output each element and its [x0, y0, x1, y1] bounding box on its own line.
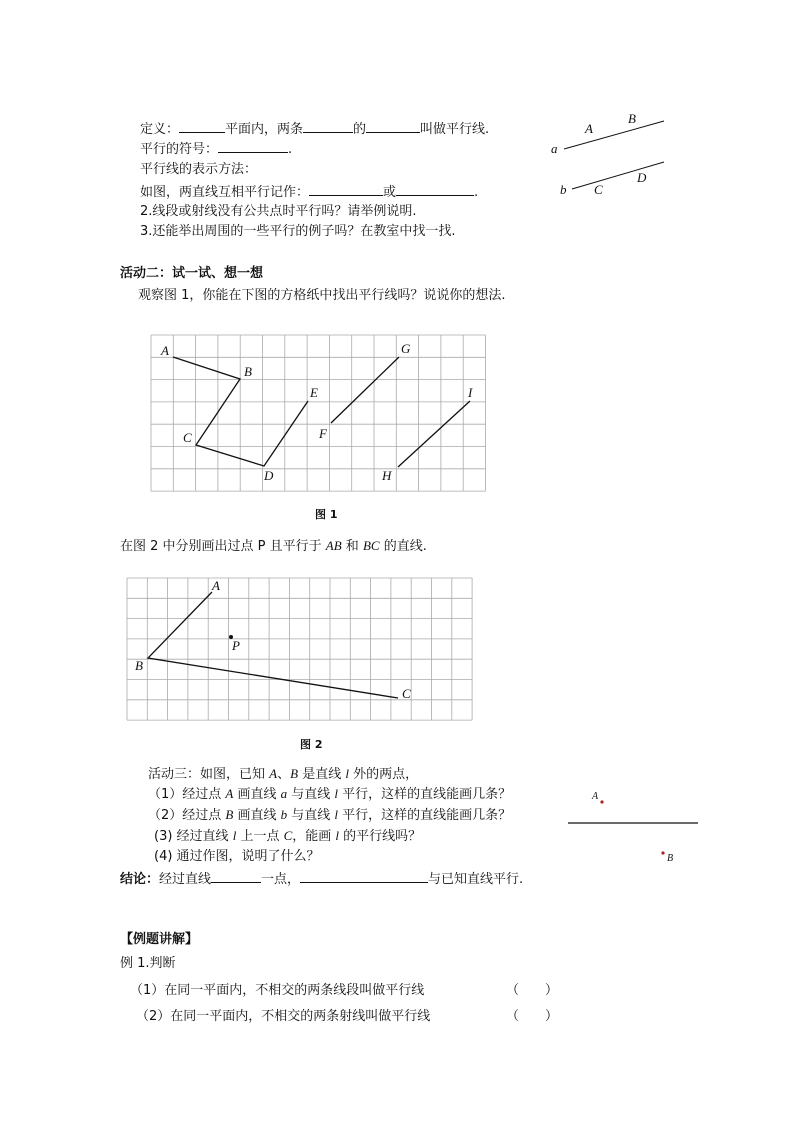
- question-3: 3.还能举出周围的一些平行的例子吗？在教室中找一找.: [140, 224, 456, 239]
- a3-intro-A: A: [269, 766, 278, 781]
- activity3-intro: [148, 766, 418, 783]
- figure-2: [120, 570, 500, 755]
- fig1-caption: 图 1: [315, 508, 338, 521]
- fig1-label-G: G: [401, 341, 411, 356]
- notation-end: .: [474, 185, 479, 200]
- fig1-label-C: C: [183, 430, 192, 445]
- activity3-q3: [154, 828, 421, 845]
- activity3-q1: [148, 786, 511, 803]
- definition-prefix: 定义：: [140, 122, 180, 137]
- definition-blank-2[interactable]: [303, 120, 353, 133]
- segment-FG: [331, 357, 399, 423]
- notation-blank-1[interactable]: [309, 183, 383, 196]
- a3-label-A: A: [592, 791, 599, 802]
- symbol-blank[interactable]: [218, 140, 288, 153]
- notation-line: [140, 183, 478, 201]
- label-b: b: [560, 182, 567, 197]
- conclusion-text-2: 一点，: [261, 872, 301, 887]
- symbol-label: 平行的符号：: [140, 142, 219, 157]
- fig1-label-E: E: [310, 385, 318, 400]
- conclusion-text-1: 经过直线: [159, 872, 212, 887]
- q3-f: l: [335, 828, 340, 843]
- grid-2: [127, 578, 472, 720]
- a3-intro-B: B: [290, 766, 299, 781]
- fig2-intro-mid: 和: [341, 539, 363, 554]
- symbol-line: [140, 140, 292, 158]
- fig1-label-F: F: [319, 426, 327, 441]
- example-item-1: [130, 983, 424, 999]
- conclusion-prefix: 结论：: [120, 872, 160, 887]
- q2-d: b: [280, 807, 288, 822]
- line-b: [572, 162, 664, 189]
- fig2-caption: 图 2: [300, 738, 323, 751]
- fig1-label-A: A: [161, 343, 169, 358]
- example-item-2: [136, 1009, 430, 1025]
- definition-text-3: 叫做平行线.: [420, 122, 490, 137]
- fig2-intro-end: 的直线.: [379, 539, 427, 554]
- q3-b: l: [232, 828, 237, 843]
- example-item-1-text: （1）在同一平面内，不相交的两条线段叫做平行线: [130, 983, 425, 998]
- question-2: 2.线段或射线没有公共点时平行吗？请举例说明.: [140, 204, 417, 219]
- activity3-figure: [560, 785, 705, 870]
- q3-d: C: [283, 828, 293, 843]
- point-B: [661, 851, 664, 854]
- figure-1: [140, 330, 500, 530]
- q3-a: (3) 经过直线: [154, 829, 233, 844]
- q1-b: A: [225, 786, 234, 801]
- definition-text-2: 的: [353, 122, 367, 137]
- q2-a: （2）经过点: [148, 808, 226, 823]
- label-C: C: [594, 182, 603, 197]
- grid-1: [151, 335, 486, 491]
- q3-g: 的平行线吗？: [339, 829, 422, 844]
- q3-c: 上一点: [236, 829, 284, 844]
- fig2-label-A: A: [212, 578, 220, 593]
- notation-prefix: 如图，两直线互相平行记作：: [140, 185, 310, 200]
- q2-b: B: [225, 807, 234, 822]
- activity2-title: 活动二：试一试、想一想: [120, 266, 264, 281]
- example-item-2-text: （2）在同一平面内，不相交的两条射线叫做平行线: [136, 1009, 431, 1024]
- q1-d: a: [280, 786, 288, 801]
- q1-f: l: [334, 786, 339, 801]
- q1-a: （1）经过点: [148, 787, 226, 802]
- notation-or: 或: [383, 185, 397, 200]
- example-item-2-paren[interactable]: （ ）: [506, 1009, 559, 1024]
- fig2-intro-ab: AB: [325, 538, 342, 553]
- line-a: [564, 121, 664, 149]
- activity2-text: 观察图 1，你能在下图的方格纸中找出平行线吗？说说你的想法.: [138, 288, 506, 303]
- a3-intro-sep: 、: [277, 767, 291, 782]
- example-item-1-paren[interactable]: （ ）: [506, 983, 559, 998]
- q2-c: 画直线: [233, 808, 281, 823]
- segment-HI: [398, 401, 470, 467]
- label-D: D: [637, 170, 647, 185]
- activity3-q4: (4) 通过作图，说明了什么？: [154, 849, 320, 864]
- fig1-label-H: H: [382, 468, 392, 483]
- q1-e: 与直线: [287, 787, 335, 802]
- label-A: A: [585, 121, 593, 136]
- fig2-intro-prefix: 在图 2 中分别画出过点 P 且平行于: [120, 539, 326, 554]
- label-a: a: [551, 141, 558, 156]
- segment-ABC: [148, 592, 398, 698]
- a3-intro-prefix: 活动三：如图，已知: [148, 767, 270, 782]
- q3-e: ，能画: [292, 829, 336, 844]
- a3-intro-l: l: [345, 766, 349, 781]
- conclusion-text-3: 与已知直线平行.: [428, 872, 524, 887]
- example-1-title: 例 1.判断: [120, 956, 176, 971]
- fig2-intro: [120, 538, 427, 555]
- q1-c: 画直线: [233, 787, 281, 802]
- q2-e: 与直线: [287, 808, 335, 823]
- q2-g: 平行，这样的直线能画几条？: [338, 808, 512, 823]
- definition-text-1: 平面内，两条: [225, 122, 304, 137]
- fig1-label-D: D: [264, 468, 274, 483]
- a3-intro-mid: 是直线: [298, 767, 346, 782]
- a3-intro-end: 外的两点，: [348, 767, 419, 782]
- symbol-end: .: [288, 142, 293, 157]
- a3-label-B: B: [667, 853, 674, 864]
- parallel-lines-figure: [540, 105, 680, 200]
- point-A: [600, 800, 603, 803]
- examples-header: 【例题讲解】: [120, 932, 199, 947]
- conclusion-blank-2[interactable]: [300, 870, 428, 883]
- label-B: B: [628, 111, 636, 126]
- conclusion-blank-1[interactable]: [211, 870, 261, 883]
- conclusion-line: [120, 870, 523, 888]
- definition-line: [140, 120, 489, 138]
- fig2-label-C: C: [402, 686, 411, 701]
- fig2-label-B: B: [135, 658, 143, 673]
- q1-g: 平行，这样的直线能画几条？: [338, 787, 512, 802]
- notation-title: 平行线的表示方法：: [140, 162, 258, 177]
- activity3-q2: [148, 807, 511, 824]
- definition-blank-3[interactable]: [366, 120, 420, 133]
- fig1-label-B: B: [244, 364, 252, 379]
- fig2-label-P: P: [232, 638, 240, 653]
- definition-blank-1[interactable]: [179, 120, 225, 133]
- notation-blank-2[interactable]: [396, 183, 474, 196]
- fig2-intro-bc: BC: [362, 538, 380, 553]
- fig1-label-I: I: [468, 385, 473, 400]
- q2-f: l: [334, 807, 339, 822]
